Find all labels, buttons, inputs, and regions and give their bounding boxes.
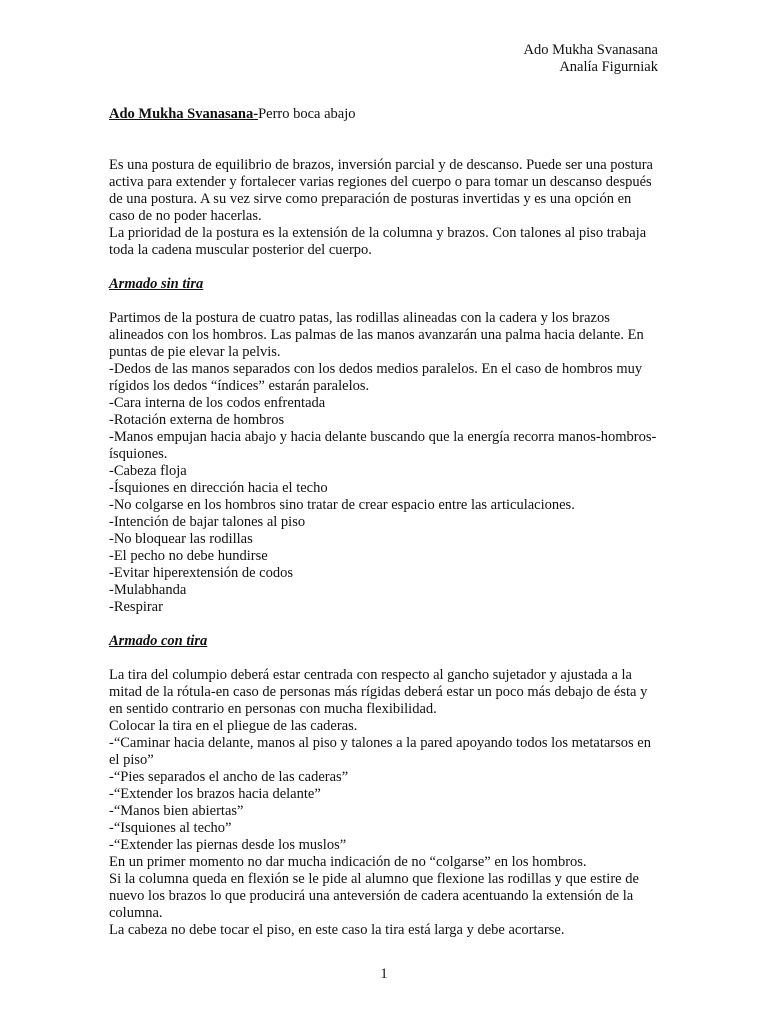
body-line: -“Pies separados el ancho de las caderas”: [109, 769, 349, 785]
section-heading: Armado con tira: [109, 633, 208, 649]
body-line: -“Extender las piernas desde los muslos”: [109, 837, 347, 853]
header-title: Ado Mukha Svanasana: [523, 42, 658, 58]
body-line: -No bloquear las rodillas: [109, 531, 253, 547]
body-line: -“Manos bien abiertas”: [109, 803, 244, 819]
body-line: -Rotación externa de hombros: [109, 412, 285, 428]
title-sub: Perro boca abajo: [258, 106, 356, 122]
body-line: -“Caminar hacia delante, manos al piso y talones a la pared apoyando todos los metatarsos en el piso”: [109, 735, 651, 768]
body-line: Partimos de la postura de cuatro patas, las rodillas alineadas con la cadera y los brazos alineados con los hombros. Las palmas de las manos avanzarán una palma hacia delante. En puntas de pie elevar la pelvis.: [109, 310, 644, 360]
body-line: -Manos empujan hacia abajo y hacia delante buscando que la energía recorra manos-hombros-ísquiones.: [109, 429, 657, 462]
section-body: [109, 310, 658, 616]
body-line: Colocar la tira en el pliegue de las caderas.: [109, 718, 358, 734]
intro-paragraph: La prioridad de la postura es la extensión de la columna y brazos. Con talones al piso trabaja toda la cadena muscular posterior del cuerpo.: [109, 225, 647, 258]
section-body: [109, 667, 658, 939]
body-line: -Dedos de las manos separados con los dedos medios paralelos. En el caso de hombros muy rígidos los dedos “índices” estarán paralelos.: [109, 361, 643, 394]
body-line: La cabeza no debe tocar el piso, en este caso la tira está larga y debe acortarse.: [109, 922, 565, 938]
body-line: La tira del columpio deberá estar centrada con respecto al gancho sujetador y ajustada a la mitad de la rótula-en caso de personas más rígidas deberá estar un poco más debajo de ésta y en sentido contrario en personas con mucha flexibilidad.: [109, 667, 648, 717]
header-author: Analía Figurniak: [559, 59, 658, 75]
body-line: -Cabeza floja: [109, 463, 187, 479]
body-line: -“Isquiones al techo”: [109, 820, 232, 836]
body-line: -Evitar hiperextensión de codos: [109, 565, 294, 581]
intro-section: [109, 157, 658, 259]
body-line: -“Extender los brazos hacia delante”: [109, 786, 321, 802]
title-main: Ado Mukha Svanasana-: [109, 106, 259, 122]
page-header: [109, 42, 658, 76]
page-number: 1: [380, 966, 388, 982]
body-line: -Respirar: [109, 599, 163, 615]
body-line: -Intención de bajar talones al piso: [109, 514, 306, 530]
body-line: -No colgarse en los hombros sino tratar de crear espacio entre las articulaciones.: [109, 497, 575, 513]
body-line: Si la columna queda en flexión se le pide al alumno que flexione las rodillas y que estire de nuevo los brazos lo que producirá una anteversión de cadera acentuando la extensión de la columna.: [109, 871, 639, 921]
body-line: -Mulabhanda: [109, 582, 187, 598]
section-heading: Armado sin tira: [109, 276, 204, 292]
body-line: En un primer momento no dar mucha indicación de no “colgarse” en los hombros.: [109, 854, 587, 870]
body-line: -Cara interna de los codos enfrentada: [109, 395, 326, 411]
intro-paragraph: Es una postura de equilibrio de brazos, inversión parcial y de descanso. Puede ser una postura activa para extender y fortalecer varias regiones del cuerpo o para tomar un descanso después de una postura. A su vez sirve como preparación de posturas invertidas y es una opción en caso de no poder hacerlas.: [109, 157, 653, 224]
document-title: [109, 106, 658, 123]
body-line: -El pecho no debe hundirse: [109, 548, 268, 564]
body-line: -Ísquiones en dirección hacia el techo: [109, 480, 328, 496]
